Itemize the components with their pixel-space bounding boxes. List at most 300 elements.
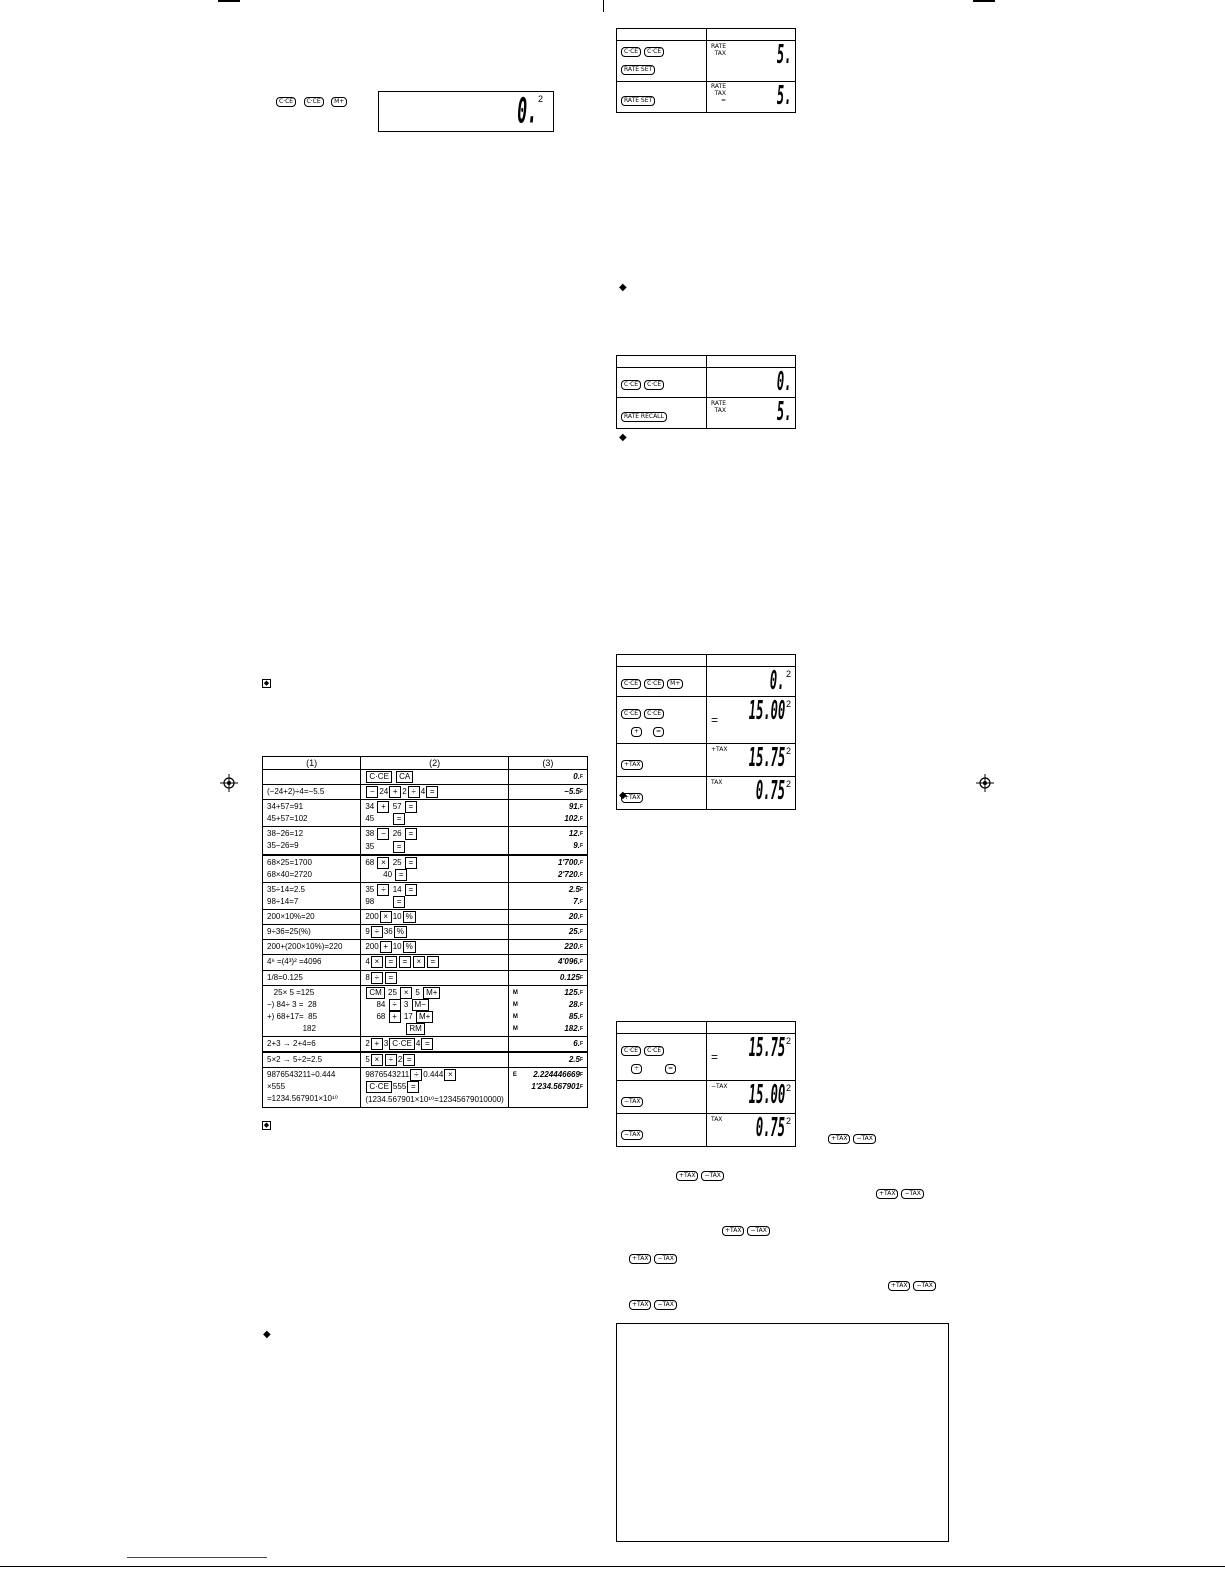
result-value: 28. [568, 999, 580, 1009]
operation-line [365, 911, 503, 923]
key-box: = [407, 1081, 419, 1093]
key-minus-tax: −TAX [747, 1226, 769, 1236]
expression-line: +) 68+17= 85 [267, 1011, 318, 1021]
expression-line: =1234.567901×10¹⁰ [267, 1094, 338, 1104]
tax-indicator: +TAX [711, 746, 728, 753]
key-cell [617, 744, 707, 777]
operation-line [365, 1038, 503, 1050]
operation-line [365, 941, 503, 953]
key-rate-set: RATE SET [621, 65, 655, 75]
key-box: + [377, 801, 389, 813]
key-sequence-text: 40 [365, 869, 395, 879]
key-cce: C·CE [644, 380, 664, 390]
key-minus-tax: −TAX [853, 1134, 875, 1144]
display-result [508, 882, 587, 909]
result-value: 182. [564, 1023, 580, 1033]
key-box: ÷ [385, 1054, 397, 1066]
key-box: + [371, 1038, 383, 1050]
flag-indicator: F [579, 974, 583, 981]
table-row [263, 925, 588, 940]
tax-key-pair [629, 1296, 680, 1314]
flag-indicator: F [579, 1041, 583, 1048]
flag-indicator: F [579, 804, 583, 811]
example-expression [263, 910, 361, 925]
result-line [513, 987, 583, 999]
operation-line [365, 884, 503, 896]
column-header: (1) [263, 757, 361, 770]
key-cell [617, 398, 707, 429]
key-box: CA [396, 771, 413, 783]
bullet-diamond-boxed: ◆ [263, 680, 270, 687]
lcd-value: 5. [776, 41, 791, 70]
crop-mark-top-right [973, 0, 995, 2]
table-row [263, 970, 588, 985]
display-cell [707, 697, 796, 744]
key-box: RM [406, 1023, 424, 1035]
top-key-sequence [276, 93, 350, 111]
key-box: M− [412, 999, 429, 1011]
result-value: 4'096. [558, 957, 580, 967]
key-cce: C·CE [644, 1046, 664, 1056]
result-value: 9. [573, 841, 580, 851]
flag-indicator: F [579, 886, 583, 893]
key-box: = [395, 869, 407, 881]
key-cce: C·CE [276, 97, 296, 107]
result-value: −5.5 [564, 787, 580, 797]
key-sequence-text: 38 [365, 829, 377, 839]
bullet-diamond: ◆ [263, 1329, 271, 1340]
flag-indicator: F [579, 1013, 583, 1020]
tax-key-pair [876, 1185, 927, 1203]
flag-indicator: F [579, 914, 583, 921]
flag-indicator: F [579, 843, 583, 850]
key-equals: = [665, 1064, 676, 1074]
key-sequence-text: 3 [383, 1039, 389, 1049]
key-operation [361, 882, 508, 909]
table-row [263, 1068, 588, 1107]
key-plus-tax: +TAX [876, 1189, 898, 1199]
display-result [508, 800, 587, 827]
key-cce: C·CE [621, 380, 641, 390]
key-minus-tax: −TAX [701, 1171, 723, 1181]
key-equals: = [653, 727, 664, 737]
key-sequence-text: 4 [420, 787, 426, 797]
result-value: 220. [564, 942, 580, 952]
display-cell [707, 41, 796, 82]
display-cell [707, 82, 796, 113]
key-operation [361, 925, 508, 940]
key-cce: C·CE [644, 47, 664, 57]
lcd-value: 15.75 [748, 1034, 785, 1063]
key-box: C·CE [366, 771, 392, 783]
operation-table-rate-recall [616, 355, 796, 429]
key-cce: C·CE [621, 709, 641, 719]
key-operation [361, 785, 508, 800]
key-box: × [400, 987, 412, 999]
expression-line: 68×40=2720 [267, 869, 312, 879]
key-sequence-text: 84 [365, 999, 388, 1009]
example-expression [263, 1052, 361, 1068]
key-operation [361, 940, 508, 955]
tax-key-pair [629, 1250, 680, 1268]
memory-indicator: M [512, 1025, 518, 1032]
key-operation [361, 985, 508, 1036]
key-operation [361, 770, 508, 785]
result-value: 7. [573, 896, 580, 906]
key-box: = [421, 1038, 433, 1050]
key-cce: C·CE [621, 679, 641, 689]
tax-key-pair [888, 1277, 939, 1295]
memory-indicator: M [512, 1013, 518, 1020]
example-expression [263, 1037, 361, 1053]
key-sequence-text [393, 772, 395, 781]
result-line [513, 840, 583, 852]
key-sequence-text: 35 [365, 841, 393, 851]
lcd-value: 0.75 [755, 777, 785, 806]
lcd-value: 15.75 [748, 744, 785, 773]
table-row [263, 1037, 588, 1053]
result-value: 1'700. [558, 857, 580, 867]
key-sequence-text: 2 [365, 1039, 370, 1049]
table-row [263, 827, 588, 855]
result-value: 1'234.567901 [531, 1082, 580, 1092]
table-row [263, 800, 588, 827]
operation-line [365, 1094, 503, 1106]
operation-line [365, 1069, 503, 1081]
result-line [513, 926, 583, 938]
key-plus-tax: +TAX [621, 760, 643, 770]
key-box: % [403, 941, 416, 953]
result-line [513, 869, 583, 881]
flag-indicator: F [579, 871, 583, 878]
lcd-exponent: 2 [785, 1083, 791, 1093]
lcd-value: 5. [776, 398, 791, 427]
result-value: 0. [573, 772, 580, 781]
key-box: ÷ [410, 1069, 422, 1081]
key-cce: C·CE [621, 47, 641, 57]
operation-line [365, 857, 503, 869]
key-box: = [405, 828, 417, 840]
key-box: = [426, 786, 438, 798]
bottom-rule [0, 1566, 1225, 1567]
key-sequence-text: 8 [365, 972, 370, 982]
result-value: 125. [564, 987, 580, 997]
flag-indicator: F [579, 959, 583, 966]
key-cell [617, 697, 707, 744]
flag-indicator: F [579, 831, 583, 838]
operation-table-add-tax [616, 654, 796, 810]
expression-line: 200+(200×10%)=220 [267, 942, 343, 952]
result-value: 25. [568, 927, 580, 937]
column-header: (3) [508, 757, 587, 770]
result-value: 20. [568, 912, 580, 922]
result-line [513, 1081, 583, 1093]
result-line [513, 941, 583, 953]
operation-line [365, 1054, 503, 1066]
expression-line: 98÷14=7 [267, 896, 299, 906]
flag-indicator: F [579, 816, 583, 823]
tax-indicator: TAX [711, 779, 723, 786]
flag-indicator: F [579, 789, 583, 796]
table-row [263, 1052, 588, 1068]
flag-indicator: F [579, 1025, 583, 1032]
example-expression [263, 800, 361, 827]
key-sequence-text: 98 [365, 897, 393, 907]
tax-key-pair [828, 1130, 879, 1148]
key-divide: ÷ [631, 1064, 642, 1074]
equals-indicator: = [711, 1050, 719, 1064]
key-sequence-text: 5 [413, 987, 423, 997]
key-sequence-text: 68 [365, 1011, 388, 1021]
expression-line [267, 771, 356, 783]
operation-line [365, 1081, 503, 1093]
equals-indicator: = [711, 713, 719, 727]
flag-indicator: F [579, 944, 583, 951]
operation-line [365, 813, 503, 825]
key-box: M+ [423, 987, 440, 999]
display-result [508, 910, 587, 925]
key-box: = [405, 884, 417, 896]
expression-line: 200×10%=20 [267, 912, 315, 922]
table-row [263, 785, 588, 800]
result-value: 6. [573, 1039, 580, 1049]
key-cell [617, 368, 707, 398]
result-line [513, 999, 583, 1011]
lcd-exponent: 2 [785, 779, 791, 789]
result-value: 2.224446669 [533, 1070, 580, 1080]
rate-tax-indicator: RATE TAX [711, 400, 727, 414]
key-operation [361, 827, 508, 855]
result-line [513, 828, 583, 840]
key-sequence-text: 200 [365, 912, 379, 922]
operation-line [365, 972, 503, 984]
crop-mark-top-left [218, 0, 240, 2]
result-line [513, 1023, 583, 1035]
key-sequence-text: 3 [401, 999, 411, 1009]
key-box: % [394, 926, 407, 938]
flag-indicator: F [579, 859, 583, 866]
table-row [263, 985, 588, 1036]
display-result [508, 785, 587, 800]
key-sequence-text: 0.444 [423, 1070, 444, 1080]
display-cell [707, 777, 796, 810]
key-plus-tax: +TAX [629, 1300, 651, 1310]
key-sequence-text: 25 [390, 857, 404, 867]
result-line [513, 1069, 583, 1081]
example-expression [263, 785, 361, 800]
key-box: ÷ [389, 999, 401, 1011]
key-minus-tax: −TAX [621, 1097, 643, 1107]
center-fold-line [603, 0, 604, 12]
key-box: C·CE [389, 1038, 415, 1050]
result-value: 2.5 [568, 884, 580, 894]
key-cell [617, 41, 707, 82]
display-result [508, 1068, 587, 1107]
result-line [513, 896, 583, 908]
operation-table-rate-set [616, 28, 796, 113]
example-expression [263, 770, 361, 785]
lcd-value: 15.00 [748, 1081, 785, 1110]
result-line [513, 956, 583, 968]
key-rate-set: RATE SET [621, 96, 655, 106]
expression-line: 68×25=1700 [267, 857, 312, 867]
display-result [508, 855, 587, 883]
table-row [263, 940, 588, 955]
table-row [263, 855, 588, 883]
flag-indicator: F [579, 898, 583, 905]
key-box: = [427, 956, 439, 968]
example-expression [263, 955, 361, 970]
result-value: 12. [568, 829, 580, 839]
expression-line: 2+3 → 2+4=6 [267, 1039, 316, 1049]
expression-line: 38−26=12 [267, 829, 304, 839]
key-sequence-text: 4 [415, 1039, 421, 1049]
lcd-exponent: 2 [785, 669, 791, 679]
key-plus-tax: +TAX [621, 793, 643, 803]
key-sequence-text: 26 [390, 829, 404, 839]
key-operation [361, 855, 508, 883]
lcd-value: 0.75 [755, 1114, 785, 1143]
key-minus-tax: −TAX [654, 1254, 676, 1264]
flag-indicator: F [579, 774, 583, 780]
expression-line: 34+57=91 [267, 802, 304, 812]
key-m-plus: M+ [667, 679, 683, 689]
key-box: × [371, 956, 383, 968]
key-cell [617, 1114, 707, 1147]
key-box: ÷ [371, 972, 383, 984]
key-cce: C·CE [621, 1046, 641, 1056]
expression-line: 25× 5 =125 [267, 987, 315, 997]
example-expression [263, 1068, 361, 1107]
operation-line [365, 896, 503, 908]
key-sequence-text: 57 [390, 802, 404, 812]
lcd-value: 0. [770, 667, 785, 696]
example-expression [263, 855, 361, 883]
key-plus-tax: +TAX [888, 1281, 910, 1291]
result-value: 0.125 [559, 972, 580, 982]
key-cell [617, 667, 707, 697]
expression-line: −) 84÷ 3 = 28 [267, 999, 317, 1009]
key-box: = [385, 972, 397, 984]
result-value: 85. [568, 1011, 580, 1021]
key-sequence-text [365, 1024, 405, 1033]
expression-line: 1/8=0.125 [267, 972, 303, 982]
display-cell [707, 667, 796, 697]
expression-line: (−24+2)÷4=−5.5 [267, 787, 325, 797]
example-expression [263, 970, 361, 985]
key-sequence-text: 9876543211 [365, 1070, 410, 1080]
display-result [508, 770, 587, 785]
table-row [263, 955, 588, 970]
key-box: + [389, 786, 401, 798]
operation-line [365, 1011, 503, 1023]
display-cell [707, 1081, 796, 1114]
lcd-exponent: 2 [537, 94, 543, 104]
result-line [513, 1011, 583, 1023]
expression-line: 35÷14=2.5 [267, 884, 305, 894]
result-line [513, 884, 583, 896]
result-value: 2.5 [568, 1055, 580, 1065]
display-result [508, 955, 587, 970]
display-cell [707, 368, 796, 398]
key-sequence-text: 35 [365, 884, 377, 894]
key-box: = [405, 857, 417, 869]
key-box: = [393, 841, 405, 853]
display-result [508, 925, 587, 940]
display-cell [707, 744, 796, 777]
key-box: − [377, 828, 389, 840]
result-line [513, 801, 583, 813]
result-line [513, 1038, 583, 1050]
key-box: × [380, 911, 392, 923]
display-result [508, 1037, 587, 1053]
key-sequence-text: 2 [397, 1055, 403, 1065]
key-cell [617, 1081, 707, 1114]
tax-indicator: TAX [711, 1116, 723, 1123]
tax-indicator: −TAX [711, 1083, 728, 1090]
example-expression [263, 985, 361, 1036]
key-minus-tax: −TAX [913, 1281, 935, 1291]
key-box: × [377, 857, 389, 869]
operation-line [365, 828, 503, 840]
key-sequence-text: 68 [365, 857, 377, 867]
lcd-exponent: 2 [785, 1116, 791, 1126]
column-header: (2) [361, 757, 508, 770]
expression-line: 45+57=102 [267, 814, 308, 824]
result-value: 91. [568, 802, 580, 812]
flag-indicator: F [579, 1084, 583, 1091]
key-cce: C·CE [644, 679, 664, 689]
lcd-exponent: 2 [785, 699, 791, 709]
result-line [513, 972, 583, 984]
key-box: % [403, 911, 416, 923]
key-sequence-text: 4 [365, 957, 370, 967]
bullet-diamond-boxed: ◆ [263, 1122, 270, 1129]
key-minus-tax: −TAX [621, 1130, 643, 1140]
result-line [513, 911, 583, 923]
rate-tax-indicator: RATE TAX [711, 43, 727, 57]
lcd-value: 15.00 [748, 697, 785, 726]
result-line [513, 1054, 583, 1066]
key-box: = [393, 813, 405, 825]
key-cce: C·CE [304, 97, 324, 107]
operation-line [365, 987, 503, 999]
display-cell [707, 1034, 796, 1081]
key-box: − [366, 786, 378, 798]
calculation-examples-table [262, 756, 588, 1108]
key-sequence-text: 9 [365, 927, 370, 937]
expression-line: 5×2 → 5÷2=2.5 [267, 1055, 323, 1065]
operation-line [365, 999, 503, 1011]
expression-line: 35−26=9 [267, 841, 299, 851]
key-sequence-text: 45 [365, 814, 393, 824]
key-rate-recall: RATE RECALL [621, 412, 667, 422]
flag-indicator: F [579, 1057, 583, 1064]
table-row [263, 770, 588, 785]
key-operation [361, 1037, 508, 1053]
key-sequence-text: 24 [379, 787, 389, 797]
operation-line [365, 786, 503, 798]
key-operation [361, 910, 508, 925]
key-sequence-text: 200 [365, 942, 379, 952]
key-sequence-text: 555 [392, 1082, 407, 1092]
key-box: ÷ [408, 786, 420, 798]
result-line [513, 786, 583, 798]
key-box: ÷ [371, 926, 383, 938]
key-box: = [385, 956, 397, 968]
result-value: 2'720. [558, 869, 580, 879]
operation-line [365, 771, 503, 783]
